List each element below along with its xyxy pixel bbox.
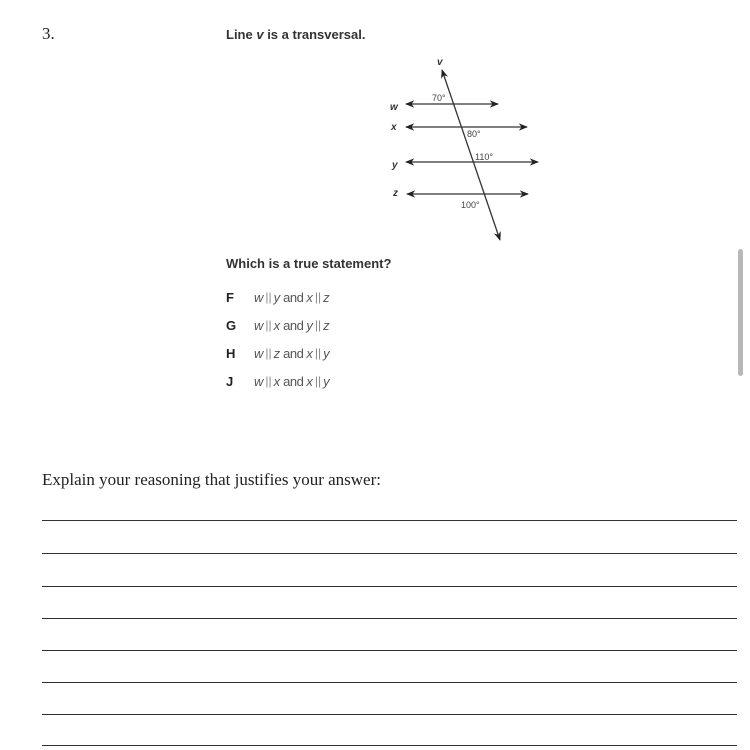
parallel-symbol: || — [314, 346, 322, 360]
option-j[interactable] — [226, 374, 330, 389]
answer-line[interactable] — [42, 714, 737, 715]
label-x: x — [391, 122, 397, 133]
answer-line[interactable] — [42, 520, 737, 521]
option-f[interactable] — [226, 290, 330, 305]
option-h[interactable] — [226, 346, 330, 361]
option-var: y — [323, 346, 330, 361]
option-letter: J — [226, 374, 234, 389]
answer-line[interactable] — [42, 745, 737, 746]
option-g[interactable] — [226, 318, 330, 333]
option-var: w — [254, 290, 264, 305]
option-var: w — [254, 374, 264, 389]
answer-line[interactable] — [42, 618, 737, 619]
parallel-symbol: || — [314, 290, 322, 304]
option-letter: H — [226, 346, 236, 361]
transversal-diagram — [380, 50, 550, 250]
option-var: x — [273, 318, 281, 333]
angle-80: 80° — [467, 129, 481, 139]
parallel-symbol: || — [314, 318, 322, 332]
label-v: v — [437, 57, 443, 68]
and-text: and — [283, 374, 304, 389]
parallel-symbol: || — [314, 374, 322, 388]
option-var: y — [306, 318, 313, 333]
answer-line[interactable] — [42, 553, 737, 554]
label-z: z — [393, 188, 398, 199]
and-text: and — [283, 346, 304, 361]
option-letter: G — [226, 318, 237, 333]
label-w: w — [390, 102, 398, 113]
option-var: z — [323, 290, 330, 305]
parallel-symbol: || — [265, 318, 272, 332]
option-var: x — [306, 290, 313, 305]
answer-line[interactable] — [42, 586, 737, 587]
answer-line[interactable] — [42, 682, 737, 683]
option-var: x — [306, 374, 313, 389]
label-y: y — [392, 160, 398, 171]
stem-variable: v — [256, 27, 264, 42]
stem-text: is a transversal. — [263, 27, 366, 42]
stem-text: Line — [226, 27, 257, 42]
option-var: y — [323, 374, 330, 389]
explain-prompt: Explain your reasoning that justifies your answer: — [42, 470, 381, 489]
option-var: w — [254, 346, 264, 361]
angle-100: 100° — [461, 200, 480, 210]
angle-110: 110° — [475, 152, 493, 162]
angle-70: 70° — [432, 93, 446, 103]
and-text: and — [283, 290, 304, 305]
option-letter: F — [226, 290, 234, 305]
question-number: 3. — [42, 24, 55, 43]
option-var: z — [323, 318, 330, 333]
parallel-symbol: || — [265, 346, 272, 360]
option-var: y — [273, 290, 281, 305]
question-prompt: Which is a true statement? — [226, 256, 392, 271]
option-var: w — [254, 318, 264, 333]
parallel-symbol: || — [265, 290, 272, 304]
option-var: z — [273, 346, 281, 361]
answer-line[interactable] — [42, 650, 737, 651]
question-stem — [226, 27, 365, 42]
option-var: x — [306, 346, 313, 361]
scrollbar-thumb[interactable] — [738, 249, 743, 376]
parallel-symbol: || — [265, 374, 272, 388]
option-var: x — [273, 374, 281, 389]
and-text: and — [283, 318, 304, 333]
